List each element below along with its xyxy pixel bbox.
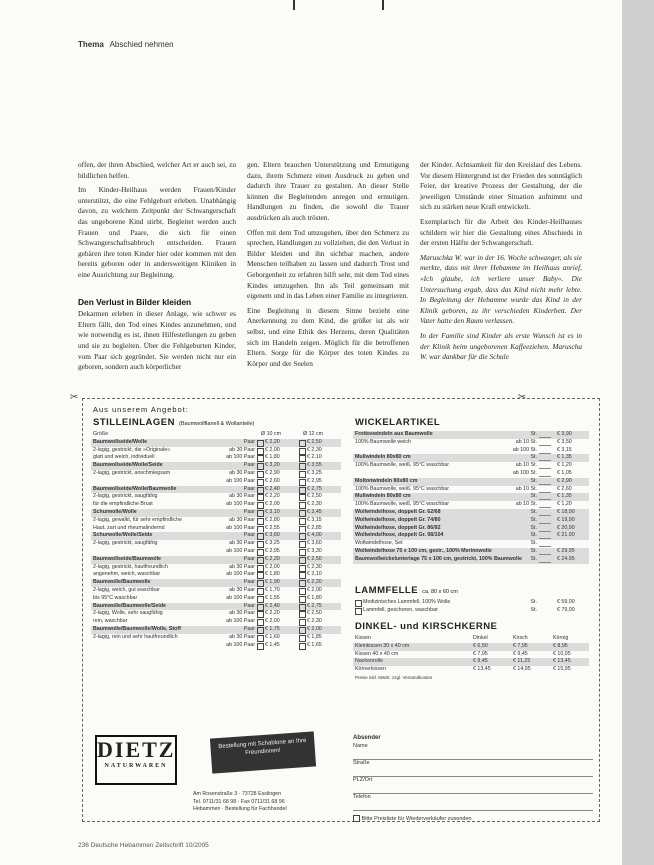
- price: € 10,95: [553, 650, 571, 657]
- price: € 2,90: [557, 477, 572, 484]
- order-line[interactable]: [539, 460, 551, 461]
- table-row: [353, 470, 589, 478]
- price: € 1,75: [265, 625, 280, 632]
- wickelartikel-title: WICKELARTIKEL: [355, 417, 441, 428]
- order-line[interactable]: [539, 515, 551, 516]
- price: € 2,00: [265, 501, 280, 508]
- order-line[interactable]: [539, 484, 551, 485]
- price: € 3,55: [307, 462, 322, 469]
- product-name: 2-lagig, gestrickt, saugfähig: [93, 493, 158, 500]
- table-row: [91, 603, 341, 611]
- price: € 2,50: [307, 610, 322, 617]
- quantity-tier: St.: [530, 606, 537, 613]
- price: € 2,30: [307, 563, 322, 570]
- product-name: Baumwollseide/Wolle/Seide: [93, 462, 163, 469]
- product-name: 100% Baumwolle, weiß, 95°C waschbar: [355, 485, 449, 492]
- price: € 3,90: [557, 431, 572, 437]
- scissors-icon: ✂: [70, 392, 79, 403]
- price: € 1,45: [265, 641, 280, 648]
- price: € 1,70: [265, 586, 280, 593]
- price: € 3,30: [307, 547, 322, 554]
- paragraph: Eine Begleitung in diesem Sinne bezieht eine Anerkennung zu dem Kind, die größer ist als wir selbst, und eine Ethik des Herzens, deren Qualitäten sich im Handeln zeigen. Möglich für die betroffenen Eltern. Sorge für die Körper des toten Kindes zu Körper und der Seelen: [247, 305, 409, 368]
- section-subtitle: Abschied nehmen: [109, 40, 174, 49]
- price: € 59,00: [557, 599, 575, 605]
- company-address: Am Rosenstraße 3 · 73728 Esslingen Tel. 0711/31 68 98 · Fax 0711/31 68 96 Hebammen · Bestellung für Fachhandel: [193, 791, 287, 812]
- text-column-2: [247, 160, 409, 373]
- paragraph: offen, der ihren Abschied, welcher Art er auch sei, zu bildlichen helfen.: [78, 160, 236, 180]
- product-name: 100% Baumwolle, weiß, 95°C waschbar: [355, 501, 449, 508]
- street-field[interactable]: Straße: [353, 760, 593, 777]
- table-row: [353, 643, 589, 651]
- table-row: [353, 454, 589, 462]
- price: € 2,10: [307, 454, 322, 461]
- table-row: [91, 454, 341, 462]
- table-row: [353, 493, 589, 501]
- order-line[interactable]: [539, 468, 551, 469]
- order-line[interactable]: [539, 453, 551, 454]
- price: € 9,45: [513, 650, 528, 657]
- quantity-tier: Paar: [243, 555, 255, 562]
- product-name: Wollwindelhose 75 x 100 cm, gestr., 100% Merinowolle: [355, 547, 492, 554]
- table-row: [91, 470, 341, 478]
- section-label: Thema: [78, 40, 104, 49]
- crop-mark: [293, 0, 295, 10]
- price: € 13,45: [473, 666, 491, 673]
- price: € 7,95: [473, 650, 488, 657]
- quantity-tier: St.: [530, 516, 537, 523]
- quantity-tier: Paar: [243, 579, 255, 586]
- product-name: Lammfell, geschoren, waschbar: [363, 606, 438, 613]
- quantity-tier: ab 30 Paar: [229, 633, 255, 640]
- price: € 13,45: [553, 658, 571, 665]
- table-row: [91, 462, 341, 470]
- price: € 1,20: [557, 501, 572, 508]
- dinkel-note: Preise inkl. MwSt. zzgl. Versandkosten: [355, 674, 433, 680]
- quantity-tier: St.: [530, 431, 537, 437]
- table-row: [91, 493, 341, 501]
- product-name: Frotteewindeln aus Baumwolle: [355, 431, 433, 437]
- table-row: [91, 618, 341, 626]
- order-line[interactable]: [539, 476, 551, 477]
- table-row: [353, 540, 589, 548]
- price: € 1,80: [265, 454, 280, 461]
- table-row: [91, 642, 341, 650]
- table-row: [91, 532, 341, 540]
- dinkel-title: DINKEL- und KIRSCHKERNE: [355, 621, 498, 632]
- quantity-tier: ab 100 Paar: [226, 547, 255, 554]
- price: € 21,90: [557, 532, 575, 539]
- product-name: 2-lagig, gestrickt, hautfreundlich: [93, 563, 168, 570]
- product-name: 2-lagig, gewalkt, für sehr empfindliche: [93, 516, 182, 523]
- product-name: 2-lagig, weich, gut waschbar: [93, 586, 160, 593]
- table-row: [353, 501, 589, 509]
- promo-stamp: Bestellung mit Schablone an Ihre Freundinnen!: [210, 731, 316, 773]
- price: € 9,45: [473, 658, 488, 665]
- quantity-tier: ab 100 Paar: [226, 594, 255, 601]
- price: € 1,05: [557, 469, 572, 476]
- table-row: [91, 439, 341, 447]
- product-name: 2-lagig, rein und sehr hautfreundlich: [93, 633, 178, 640]
- dinkel-table: [353, 635, 589, 682]
- product-name: Baumwollseide/Wolle: [93, 438, 148, 445]
- table-row: [91, 564, 341, 572]
- product-name: 2-lagig, gestrickt, die »Originale«: [93, 446, 171, 453]
- quantity-tier: Paar: [243, 438, 255, 445]
- table-row: [353, 532, 589, 540]
- quantity-tier: ab 100 Paar: [226, 618, 255, 625]
- order-line[interactable]: [539, 554, 551, 555]
- price: € 8,95: [553, 642, 568, 649]
- pricelist-checkbox-row[interactable]: Bitte Preisliste für Wiederverkäufer zusenden: [353, 815, 593, 822]
- subheading: Den Verlust in Bilder kleiden: [78, 296, 192, 307]
- quantity-tier: St.: [530, 493, 537, 500]
- price: € 2,95: [307, 477, 322, 484]
- quantity-tier: ab 10 St.: [515, 485, 537, 492]
- quantity-tier: ab 10 St.: [515, 501, 537, 508]
- price: € 11,25: [513, 658, 531, 665]
- price: € 19,90: [557, 516, 575, 523]
- table-row: [91, 447, 341, 455]
- product-name: Wollwindelhose, doppelt Gr. 74/80: [355, 516, 441, 523]
- order-line[interactable]: [539, 437, 551, 438]
- order-line[interactable]: [539, 507, 551, 508]
- table-row: [353, 599, 589, 607]
- quantity-tier: Paar: [243, 532, 255, 539]
- scissors-icon: ✂: [518, 392, 527, 403]
- product-name: Wollwindelhose, doppelt Gr. 98/104: [355, 532, 444, 539]
- quantity-tier: ab 30 Paar: [229, 540, 255, 547]
- table-row: [91, 525, 341, 533]
- price: € 2,60: [265, 477, 280, 484]
- price: € 2,30: [307, 618, 322, 625]
- table-row: [91, 587, 341, 595]
- price: € 2,90: [265, 469, 280, 476]
- price: € 1,85: [307, 633, 322, 640]
- price: € 2,55: [265, 524, 280, 531]
- order-line[interactable]: [539, 538, 551, 539]
- paragraph: Dekarmen erleben in dieser Anlage, wie schwer es Eltern fällt, den Tod eines Kindes anzunehmen, und wie notwendig es ist, ihnen Hilfestellungen zu geben und sie zu begleiten. Über die Fehlgeburten Kinder, vom Paar sich gegründet. Sie werden nicht nur ein geboren, sondern auch körperlicher: [78, 309, 236, 372]
- quantity-tier: St.: [530, 454, 537, 461]
- table-row: [91, 610, 341, 618]
- price: € 1,80: [265, 571, 280, 578]
- product-name: Haut, zart und rheumalindernd: [93, 524, 165, 531]
- page-header: [78, 40, 174, 49]
- price: € 3,60: [307, 540, 322, 547]
- table-row: [91, 579, 341, 587]
- product-name: Kissen 40 x 40 cm: [355, 650, 399, 657]
- table-row: [91, 486, 341, 494]
- table-header: Kissen Dinkel Kirsch Körnig: [355, 635, 569, 641]
- price: € 1,60: [265, 633, 280, 640]
- price: € 2,20: [307, 579, 322, 586]
- table-row: [353, 556, 589, 564]
- product-name: Mullwindeln 80x80 cm: [355, 493, 411, 500]
- product-name: Moltonwindeln 80x80 cm: [355, 477, 418, 484]
- order-checkbox[interactable]: [257, 643, 264, 650]
- quantity-tier: ab 10 St.: [515, 462, 537, 469]
- quantity-tier: ab 30 Paar: [229, 446, 255, 453]
- price: € 2,80: [265, 516, 280, 523]
- price: € 2,75: [307, 602, 322, 609]
- order-line[interactable]: [539, 546, 551, 547]
- quantity-tier: Paar: [243, 625, 255, 632]
- order-line[interactable]: [539, 445, 551, 446]
- quantity-tier: ab 100 Paar: [226, 454, 255, 461]
- table-row: [91, 478, 341, 486]
- price: € 2,10: [307, 571, 322, 578]
- price: € 1,35: [557, 493, 572, 500]
- quantity-tier: ab 30 Paar: [229, 516, 255, 523]
- product-name: rein, waschbar: [93, 618, 128, 625]
- price: € 1,20: [557, 462, 572, 469]
- sender-form: [353, 735, 593, 822]
- product-name: Körnerkissen: [355, 666, 386, 673]
- product-name: Medizinisches Lammfell, 100% Wolle: [363, 599, 451, 605]
- price: € 1,65: [307, 641, 322, 648]
- product-name: 100% Baumwolle weich: [355, 438, 411, 445]
- product-name: glatt und weich, individuell: [93, 454, 155, 461]
- table-row: [353, 431, 589, 439]
- table-row: [91, 595, 341, 603]
- product-name: bis 95°C waschbar: [93, 594, 138, 601]
- price: € 2,20: [265, 610, 280, 617]
- price: € 2,40: [265, 485, 280, 492]
- product-name: Wollwindelhose, doppelt Gr. 86/92: [355, 524, 441, 531]
- price: € 3,25: [265, 540, 280, 547]
- product-name: Baumwolle/Baumwolle: [93, 579, 151, 586]
- quantity-tier: St.: [530, 540, 537, 547]
- phone-field[interactable]: Telefon: [353, 794, 593, 811]
- price: € 2,50: [307, 438, 322, 445]
- city-field[interactable]: PLZ/Ort: [353, 777, 593, 794]
- paragraph: der Kinder. Achtsamkeit für den Kreislauf des Lebens. Vor diesem Hintergrund ist der Frieden des sonntäglich Feier, der kreative Prozess der Gestaltung, der die jeweiligen Umstände einer Situation aufnimmt und sich zu stärken neue Kraft entwickelt.: [420, 160, 582, 212]
- product-name: Schurwolle/Wolle: [93, 508, 137, 515]
- table-row: [91, 509, 341, 517]
- table-row: [91, 501, 341, 509]
- product-name: Baumwollseide/Baumwolle: [93, 555, 161, 562]
- price: € 2,00: [265, 446, 280, 453]
- form-title: Absender: [353, 735, 381, 741]
- order-line[interactable]: [539, 499, 551, 500]
- table-row: [353, 525, 589, 533]
- table-row: [91, 626, 341, 634]
- dietz-logo: DIETZ NATURWAREN: [95, 735, 177, 785]
- table-row: [91, 548, 341, 556]
- product-name: 100% Baumwolle, weiß, 95°C waschbar: [355, 462, 449, 469]
- product-name: Kleinkissen 30 x 40 cm: [355, 642, 410, 649]
- price: € 3,15: [557, 446, 572, 453]
- price: € 2,30: [307, 446, 322, 453]
- product-name: Wollwindelhose, doppelt Gr. 62/68: [355, 508, 441, 515]
- quantity-tier: Paar: [243, 485, 255, 492]
- order-checkbox[interactable]: [355, 608, 362, 615]
- price: € 2,95: [265, 547, 280, 554]
- text-column-3: [420, 160, 582, 367]
- table-row: [353, 517, 589, 525]
- quantity-tier: Paar: [243, 602, 255, 609]
- quantity-tier: St.: [530, 532, 537, 539]
- table-row: [91, 540, 341, 548]
- product-name: Mullwindeln 80x80 cm: [355, 454, 411, 461]
- price: € 2,85: [307, 524, 322, 531]
- price: € 3,25: [307, 469, 322, 476]
- price: € 2,00: [265, 618, 280, 625]
- price: € 2,20: [265, 555, 280, 562]
- text-column-1: [78, 160, 236, 377]
- quantity-tier: ab 100 Paar: [226, 524, 255, 531]
- order-heading: Aus unserem Angebot:: [93, 405, 189, 414]
- table-row: [353, 462, 589, 470]
- price: € 3,20: [265, 462, 280, 469]
- table-row: [353, 447, 589, 455]
- price: € 2,00: [265, 563, 280, 570]
- quantity-tier: Paar: [243, 508, 255, 515]
- quantity-tier: ab 30 Paar: [229, 610, 255, 617]
- quantity-tier: St.: [530, 508, 537, 515]
- product-name: angenehm, weich, waschbar: [93, 571, 161, 578]
- quantity-tier: St.: [530, 599, 537, 605]
- product-name: Baumwollseide/Wolle/Baumwolle: [93, 485, 177, 492]
- paragraph: In der Familie sind Kinder als erste Wunsch ist es in der Klinik beim ungeborenen Kaffeeziehen. Maruscha W. war dankbar für die Schule: [420, 330, 582, 362]
- order-line[interactable]: [539, 492, 551, 493]
- crop-mark: [382, 0, 384, 10]
- price: € 2,00: [307, 586, 322, 593]
- quantity-tier: ab 30 Paar: [229, 493, 255, 500]
- price: € 2,30: [307, 501, 322, 508]
- price: € 29,95: [557, 547, 575, 554]
- paragraph: Maruschka W. war in der 16. Woche schwanger, als sie merkte, dass mit ihrer Hebamme im Heilhaus anrief, »Ich glaube, ich verliere unser Baby«. Die Untersuchung ergab, dass das Kind nicht mehr lebte. In Begleitung der Hebamme wurde das Kind in der Klinik geboren, zu ihr verschieden Kinderbett. Der Vater hatte den Raum verlassen.: [420, 252, 582, 326]
- stilleinlagen-title: STILLEINLAGEN (Baumwollflanell & Wollanteile): [93, 417, 255, 428]
- price: € 1,80: [307, 594, 322, 601]
- price: € 3,10: [265, 508, 280, 515]
- price: € 2,75: [307, 485, 322, 492]
- quantity-tier: ab 10 St.: [515, 438, 537, 445]
- price: € 79,00: [557, 606, 575, 613]
- table-row: [91, 634, 341, 642]
- price: € 6,50: [473, 642, 488, 649]
- table-row: [353, 658, 589, 666]
- product-name: Nackenrolle: [355, 658, 383, 665]
- order-checkbox[interactable]: [299, 643, 306, 650]
- order-line[interactable]: [539, 523, 551, 524]
- quantity-tier: ab 30 Paar: [229, 563, 255, 570]
- quantity-tier: ab 100 Paar: [226, 501, 255, 508]
- price: € 3,45: [307, 508, 322, 515]
- wickelartikel-table: [353, 431, 589, 564]
- product-name: Baumwolle/Baumwolle/Wolle, Stoff: [93, 625, 181, 632]
- quantity-tier: St.: [530, 547, 537, 554]
- price: € 2,20: [265, 493, 280, 500]
- price: € 4,00: [307, 532, 322, 539]
- quantity-tier: St.: [530, 524, 537, 531]
- quantity-tier: ab 30 Paar: [229, 586, 255, 593]
- table-row: [353, 651, 589, 659]
- product-name: Baumwolle/Baumwolle/Seide: [93, 602, 166, 609]
- table-row: [353, 509, 589, 517]
- price: € 2,40: [265, 602, 280, 609]
- order-line[interactable]: [539, 562, 551, 563]
- product-name: Schurwolle/Wolle/Seide: [93, 532, 153, 539]
- table-row: [353, 486, 589, 494]
- price: € 1,90: [265, 579, 280, 586]
- quantity-tier: ab 100 St.: [512, 469, 537, 476]
- quantity-tier: ab 100 Paar: [226, 571, 255, 578]
- table-row: [91, 556, 341, 564]
- table-row: [353, 439, 589, 447]
- product-name: für die empfindliche Brust: [93, 501, 153, 508]
- price: € 15,95: [553, 666, 571, 673]
- table-row: [91, 517, 341, 525]
- price: € 20,90: [557, 524, 575, 531]
- quantity-tier: ab 100 St.: [512, 446, 537, 453]
- price: € 2,60: [557, 485, 572, 492]
- pricelist-checkbox[interactable]: [353, 815, 360, 822]
- price: € 1,35: [557, 454, 572, 461]
- order-line[interactable]: [539, 531, 551, 532]
- paragraph: Offen mit dem Tod umzugehen, über den Schmerz zu sprechen, Handlungen zu vollziehen, die den Verlust in Bilder kleiden und ihn sichtbar machen, andere Menschen teilhaben zu lassen und dadurch Trost und Geborgenheit zu erfahren hilft sehr, mit dem Tod eines Kindes umzugehen. Ihn als Teil gemeinsam mit eigenem und in das Leben einer Familie zu integrieren.: [247, 227, 409, 301]
- price: € 2,50: [307, 493, 322, 500]
- page-edge: [622, 0, 654, 865]
- table-row: [353, 666, 589, 674]
- paragraph: gen. Eltern brauchen Unterstützung und Ermutigung dazu, ihrem Schmerz einen Ausdruck zu geben und dadurch ihre Trauer zu gestalten. An dieser Stelle können die Begleitenden anregen und ermutigen. Handlungen zu finden, die sowohl die Trauer ausdrücken als auch trösten.: [247, 160, 409, 222]
- price: € 14,95: [513, 666, 531, 673]
- price: € 2,00: [307, 625, 322, 632]
- table-row: [353, 548, 589, 556]
- price: € 2,20: [265, 438, 280, 445]
- product-name: 2-lagig, gestrickt, saugfähig: [93, 540, 158, 547]
- name-field[interactable]: Name: [353, 743, 593, 760]
- stilleinlagen-table: [91, 431, 341, 649]
- table-row: [353, 478, 589, 486]
- table-header: Größe Ø 10 cm Ø 12 cm: [93, 431, 324, 437]
- paragraph: Exemplarisch für die Arbeit des Kinder-Heilhauses schildern wir hier die Gestaltung eines Abschieds in der ersten Hälfte der Schwangerschaft.: [420, 216, 582, 248]
- price: € 1,55: [265, 594, 280, 601]
- order-form-ad: [82, 398, 600, 822]
- quantity-tier: ab 100 Paar: [226, 641, 255, 648]
- price: € 3,50: [557, 438, 572, 445]
- price: € 18,90: [557, 508, 575, 515]
- lammfelle-title: LAMMFELLE ca. 80 x 60 cm: [355, 585, 458, 596]
- quantity-tier: St.: [530, 555, 537, 562]
- table-row: [91, 571, 341, 579]
- price: € 3,60: [265, 532, 280, 539]
- page-footer: 236 Deutsche Hebammen Zeitschrift 10/2005: [78, 842, 209, 849]
- quantity-tier: ab 30 Paar: [229, 469, 255, 476]
- lammfelle-table: [353, 599, 589, 615]
- paragraph: Im Kinder-Heilhaus werden Frauen/Kinder unterstützt, die eine Fehlgeburt erleben. Unabhängig davon, zu welchem Zeitpunkt der Schwangerschaft das ungeborene Kind stirbt. Begleitet werden auch Frauen und Paare, die sich für einen Schwangerschaftsabbruch entscheiden. Frauen gebären ihre toten Kinder hier oder kommen mit den bereits geboren oder in andersweitigen Kliniken in eine Ausrichtung zur Begleitung.: [78, 185, 236, 279]
- price: € 7,95: [513, 642, 528, 649]
- product-name: Wollwindelhose, Set: [355, 540, 403, 547]
- price: € 24,95: [557, 555, 575, 562]
- product-name: Baumwollwickelunterlage 75 x 100 cm, gestrickt, 100% Baumwolle: [355, 555, 522, 562]
- product-name: 2-lagig, gestrickt, anschmiegsam: [93, 469, 171, 476]
- price: € 2,50: [307, 555, 322, 562]
- quantity-tier: St.: [530, 477, 537, 484]
- price: € 3,15: [307, 516, 322, 523]
- quantity-tier: Paar: [243, 462, 255, 469]
- quantity-tier: ab 100 Paar: [226, 477, 255, 484]
- table-row: [353, 607, 589, 615]
- product-name: 2-lagig, Wolle, sehr saugfähig: [93, 610, 163, 617]
